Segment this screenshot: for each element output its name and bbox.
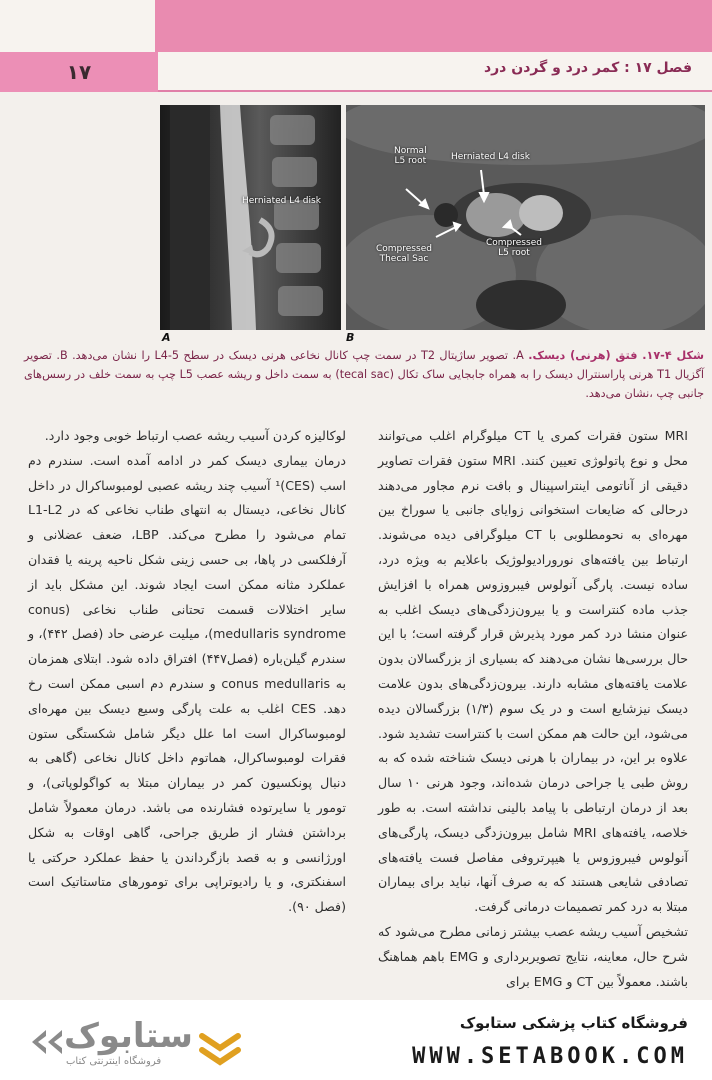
left-column [28,424,346,920]
footer-banner [0,1000,712,1080]
thecal-sac-label: Compressed Thecal Sac [376,244,432,264]
herniated-l4-label: Herniated L4 disk [451,152,530,162]
header-band [155,0,712,52]
logo-wordmark: ستابوک [64,1016,193,1056]
mri-axial-image [346,105,705,330]
compressed-l5-root-label: Compressed L5 root [486,238,542,258]
axial-mri-drawing [346,105,705,330]
setabook-logo[interactable] [24,1014,274,1074]
figure-caption [24,346,704,403]
caption-text: A. تصویر ساژیتال T2 در سمت چپ کانال نخاعی هرنی دیسک در سطح L4-5 را نشان می‌دهد. B. تصویر آگزیال T1 هرنی پاراسنترال دیسک را به همراه جابجایی ساک تکال (tecal sac) به سمت داخل و ریشه عصب L5 چپ به سمت خلف در رسس‌های جانبی چپ ،نشان می‌دهد. [24,349,705,400]
paragraph: لوکالیزه کردن آسیب ریشه عصب ارتباط خوبی وجود دارد. [44,428,346,443]
panel-a-letter: A [162,331,171,344]
logo-subtitle: فروشگاه اینترنتی کتاب [66,1056,162,1067]
page-number: ۱۷ [66,60,92,84]
sagittal-mri-drawing [160,105,341,330]
paragraph: MRI ستون فقرات کمری یا CT میلوگرام اغلب می‌توانند محل و نوع پاتولوژی تعیین کنند. MRI ستون فقرات تصاویر دقیقی از آناتومی اینتراسپینال و بافت نرم مجاور می‌دهند درحالی که ضایعات استخوانی زوایای جانبی یا سوراخ بین مهره‌ای به نحومطلوبی با CT میلوگرافی دیده می‌شوند. ارتباط بین یافته‌های نورورادیولوژیک باعلایم به ویژه درد، ساده نیست. پارگی آنولوس فیبروزوس همراه با افزایش جذب ماده کنتراست و یا بیرون‌زدگی‌های دیسک اغلب به عنوان منشا درد کمر مورد پذیرش قرار گرفته است؛ با این حال بررسی‌ها نشان می‌دهند که بسیاری از بزرگسالان بدون علامت یافته‌های مشابه دارند. بیرون‌زدگی‌های بدون علامت دیسک نیزشایع است و در یک سوم (۱/۳) بزرگسالان دیده می‌شود، این حالت هم ممکن است با کنتراست تشدید شود. علاوه بر این، در بیماران با هرنی دیسک شناخته شده که به روش طبی یا جراحی درمان شده‌اند، وجود هرنی ۱۰ سال بعد از درمان ارتباطی با پیامد بالینی نداشته است. به طور خلاصه، یافته‌های MRI شامل بیرون‌زدگی دیسک، پارگی‌های آنولوس فیبروزوس یا هیپرتروفی مفاصل فست یافته‌های تصادفی شایعی هستند که به صرف آنها، نباید برای بیماران مبتلا به درد کمر تصمیمات درمانی گرفت. [378,428,689,915]
normal-l5-root-label: Normal L5 root [394,146,427,166]
paragraph: درمان بیماری دیسک کمر در ادامه آمده است. سندرم دم اسب (CES)¹ آسیب چند ریشه عصبی لومبوساکرال در داخل کانال نخاعی، دیستال به انتهای طناب نخاعی که در L1-L2 تمام می‌شود را مطرح می‌کند. LBP، ضعف عضلانی و آرفلکسی در پاها، بی حسی زینی شکل ناحیه پرینه یا فقدان عملکرد مثانه ممکن است ایجاد شوند. این مشکل باید از سایر اختلالات قسمت تحتانی طناب نخاعی (conus medullaris syndrome)، میلیت عرضی حاد (فصل ۴۴۲)، و سندرم گیلن‌باره (فصل۴۴۷) افتراق داده شود. ابتلای همزمان به conus medullaris و سندرم دم اسبی ممکن است رخ دهد. CES اغلب به علت پارگی وسیع دیسک بین مهره‌ای لومبوساکرال است اما علل دیگر شامل شکستگی ستون فقرات لومبوساکرال، هماتوم داخل کانال نخاعی (گاهی به دنبال پونکسیون کمر در بیماران مبتلا به کواگولوپاتی)، و تومور یا سایرتوده فشارنده می باشد. درمان معمولاً شامل برداشتن فشار از طریق جراحی، گاهی اوقات به شکل اورژانسی و به قصد بازگرداندن یا حفظ عملکرد حرکتی یا اسفنکتری، و یا رادیوتراپی برای تومورهای متاستاتیک است (فصل ۹۰). [28,452,347,915]
store-url[interactable]: WWW.SETABOOK.COM [412,1044,688,1069]
paragraph: تشخیص آسیب ریشه عصب بیشتر زمانی مطرح می‌شود که شرح حال، معاینه، نتایج تصویربرداری و EMG باهم هماهنگ باشند. معمولاً بین CT و EMG برای [378,923,688,989]
store-name: فروشگاه کتاب پزشکی ستابوک [459,1014,688,1032]
chapter-title: فصل ۱۷ : کمر درد و گردن درد [483,60,692,76]
mri-sagittal-image [160,105,341,330]
page-header [0,0,712,92]
panel-b-letter: B [346,331,355,344]
header-rule [158,90,712,92]
herniated-disk-label: Herniated L4 disk [242,196,321,206]
caption-label: شکل ۴-۱۷. فتق (هرنی) دیسک. [528,349,704,362]
right-column [378,424,688,994]
mri-figure [160,105,705,343]
